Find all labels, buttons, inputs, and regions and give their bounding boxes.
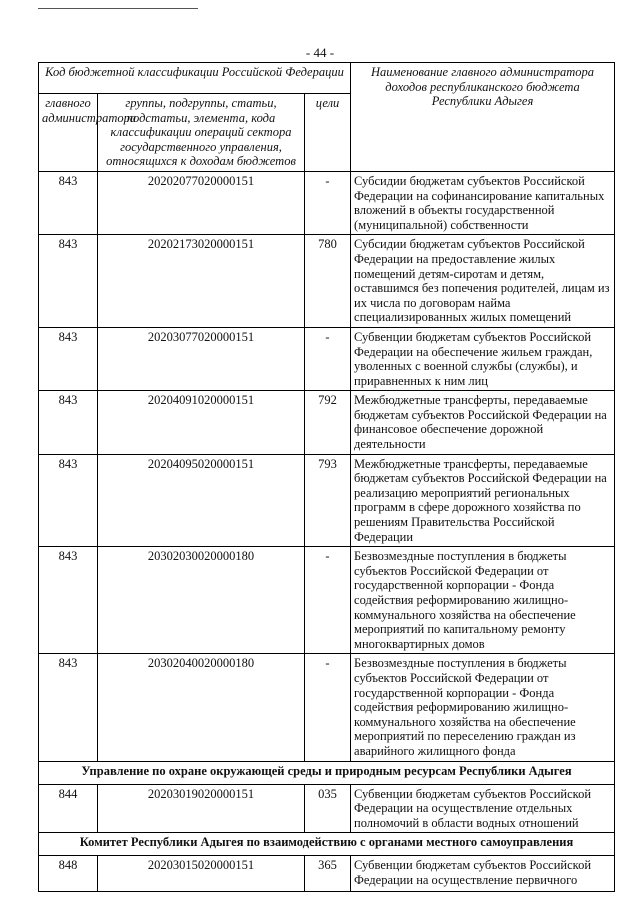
description-cell: Межбюджетные трансферты, передаваемые бюджетам субъектов Российской Федерации на финансовое обеспечение дорожной деятельности <box>351 391 615 454</box>
code-cell: 20203015020000151 <box>98 856 305 892</box>
admin-cell: 843 <box>39 171 98 234</box>
goal-cell: - <box>305 327 351 390</box>
admin-cell: 848 <box>39 856 98 892</box>
table-row <box>39 654 615 761</box>
section-row <box>39 833 615 856</box>
description-cell: Субвенции бюджетам субъектов Российской Федерации на осуществление первичного <box>351 856 615 892</box>
description-cell: Безвозмездные поступления в бюджеты субъектов Российской Федерации от государственной корпорации - Фонда содействия реформированию жилищно-коммунального хозяйства на обеспечение мероприятий по капитальному ремонту многоквартирных домов <box>351 547 615 654</box>
table-row <box>39 391 615 454</box>
description-cell: Межбюджетные трансферты, передаваемые бюджетам субъектов Российской Федерации на реализацию мероприятий региональных программ в сфере дорожного хозяйства по решениям Правительства Российской Федерации <box>351 454 615 547</box>
description-cell: Субсидии бюджетам субъектов Российской Федерации на софинансирование капитальных вложений в объекты государственной (муниципальной) собственности <box>351 171 615 234</box>
goal-cell: 793 <box>305 454 351 547</box>
description-cell: Субвенции бюджетам субъектов Российской Федерации на обеспечение жильем граждан, уволенных с военной службы (службы), и приравненных к ним лиц <box>351 327 615 390</box>
code-cell: 20302030020000180 <box>98 547 305 654</box>
admin-cell: 843 <box>39 654 98 761</box>
header-row-top <box>39 63 615 94</box>
goal-cell: 365 <box>305 856 351 892</box>
code-cell: 20202173020000151 <box>98 235 305 328</box>
code-cell: 20302040020000180 <box>98 654 305 761</box>
code-cell: 20204095020000151 <box>98 454 305 547</box>
table-row <box>39 547 615 654</box>
description-cell: Субвенции бюджетам субъектов Российской Федерации на осуществление отдельных полномочий в области водных отношений <box>351 784 615 833</box>
admin-cell: 843 <box>39 327 98 390</box>
admin-cell: 843 <box>39 547 98 654</box>
code-cell: 20204091020000151 <box>98 391 305 454</box>
goal-header: цели <box>305 94 351 172</box>
code-cell: 20203019020000151 <box>98 784 305 833</box>
table-row <box>39 327 615 390</box>
goal-cell: 780 <box>305 235 351 328</box>
section-heading-local-government: Комитет Республики Адыгея по взаимодействию с органами местного самоуправления <box>39 833 615 856</box>
top-rule <box>38 8 198 9</box>
kbk-group-header: Код бюджетной классификации Российской Федерации <box>39 63 351 94</box>
section-row <box>39 761 615 784</box>
description-cell: Субсидии бюджетам субъектов Российской Федерации на предоставление жилых помещений детям-сиротам и детям, оставшимся без попечения родителей, лицам из их числа по договорам найма специализированных жилых помещений <box>351 235 615 328</box>
kbk-table <box>38 62 615 892</box>
table-row <box>39 856 615 892</box>
admin-name-header: Наименование главного администратора доходов республиканского бюджета Республики Адыгея <box>351 63 615 172</box>
code-cell: 20203077020000151 <box>98 327 305 390</box>
table-row <box>39 784 615 833</box>
admin-cell: 843 <box>39 391 98 454</box>
admin-cell: 844 <box>39 784 98 833</box>
description-cell: Безвозмездные поступления в бюджеты субъектов Российской Федерации от государственной корпорации - Фонда содействия реформированию жилищно-коммунального хозяйства на обеспечение мероприятий по переселению граждан из аварийного жилищного фонда <box>351 654 615 761</box>
section-heading-environment: Управление по охране окружающей среды и природным ресурсам Республики Адыгея <box>39 761 615 784</box>
classification-code-header: группы, подгруппы, статьи, подстатьи, элемента, кода классификации операций сектора государственного управления, относящихся к доходам бюджетов <box>98 94 305 172</box>
goal-cell: - <box>305 547 351 654</box>
goal-cell: 792 <box>305 391 351 454</box>
goal-cell: 035 <box>305 784 351 833</box>
goal-cell: - <box>305 171 351 234</box>
code-cell: 20202077020000151 <box>98 171 305 234</box>
table-row <box>39 235 615 328</box>
admin-cell: 843 <box>39 454 98 547</box>
admin-cell: 843 <box>39 235 98 328</box>
page-number: - 44 - <box>305 45 335 60</box>
table-row <box>39 454 615 547</box>
admin-code-header: главного администратора <box>39 94 98 172</box>
table-row <box>39 171 615 234</box>
goal-cell: - <box>305 654 351 761</box>
